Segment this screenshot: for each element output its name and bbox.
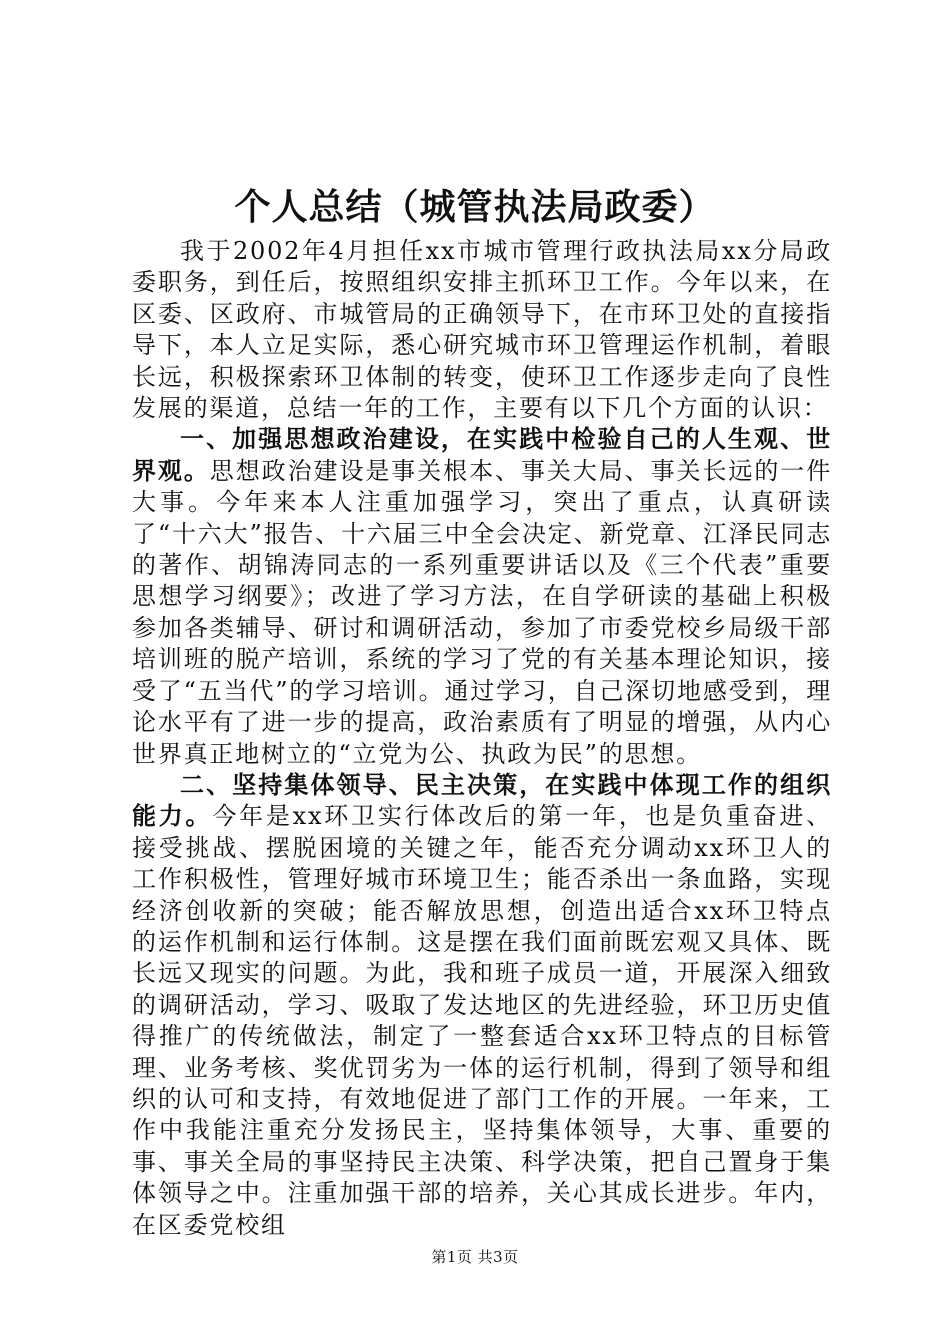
section-heading: 二、坚持集体领导、民主决策，在实践中体现工作的组织能力。	[132, 770, 832, 831]
document-title: 个人总结（城管执法局政委）	[234, 187, 716, 228]
paragraph-text: 思想政治建设是事关根本、事关大局、事关长远的一件大事。今年来本人注重加强学习，突出了重点，认真研读了“十六大”报告、十六届三中全会决定、新党章、江泽民同志的著作、胡锦涛同志的一系列重要讲话以及《三个代表”重要思想学习纲要》；改进了学习方法，在自学研读的基础上积极参加各类辅导、研讨和调研活动，参加了市委党校乡局级干部培训班的脱产培训，系统的学习了党的有关基本理论知识，接受了“五当代”的学习培训。通过学习，自己深切地感受到，理论水平有了进一步的提高，政治素质有了明显的增强，从内心世界真正地树立的“立党为公、执政为民”的思想。	[132, 456, 832, 768]
page-footer: 第1页 共3页	[431, 1248, 519, 1266]
paragraph-intro	[132, 236, 832, 424]
document-body	[132, 236, 832, 1241]
paragraph-section-2	[132, 770, 832, 1241]
paragraph-text: 我于2002年4月担任xx市城市管理行政执法局xx分局政委职务，到任后，按照组织安排主抓环卫工作。今年以来，在区委、区政府、市城管局的正确领导下，在市环卫处的直接指导下，本人立足实际，悉心研究城市环卫管理运作机制，着眼长远，积极探索环卫体制的转变，使环卫工作逐步走向了良性发展的渠道，总结一年的工作，主要有以下几个方面的认识：	[132, 237, 832, 423]
paragraph-section-1	[132, 424, 832, 769]
section-heading: 一、加强思想政治建设，在实践中检验自己的人生观、世界观。	[132, 425, 832, 485]
paragraph-text: 今年是xx环卫实行体改后的第一年，也是负重奋进、接受挑战、摆脱困境的关键之年，能否充分调动xx环卫人的工作积极性，管理好城市环境卫生；能否杀出一条血路，实现经济创收新的突破；能否解放思想，创造出适合xx环卫特点的运作机制和运行体制。这是摆在我们面前既宏观又具体、既长远又现实的问题。为此，我和班子成员一道，开展深入细致的调研活动，学习、吸取了发达地区的先进经验，环卫历史值得推广的传统做法，制定了一整套适合xx环卫特点的目标管理、业务考核、奖优罚劣为一体的运行机制，得到了领导和组织的认可和支持，有效地促进了部门工作的开展。一年来，工作中我能注重充分发扬民主，坚持集体领导，大事、重要的事、事关全局的事坚持民主决策、科学决策，把自己置身于集体领导之中。注重加强干部的培养，关心其成长进步。年内，在区委党校组	[132, 802, 832, 1239]
